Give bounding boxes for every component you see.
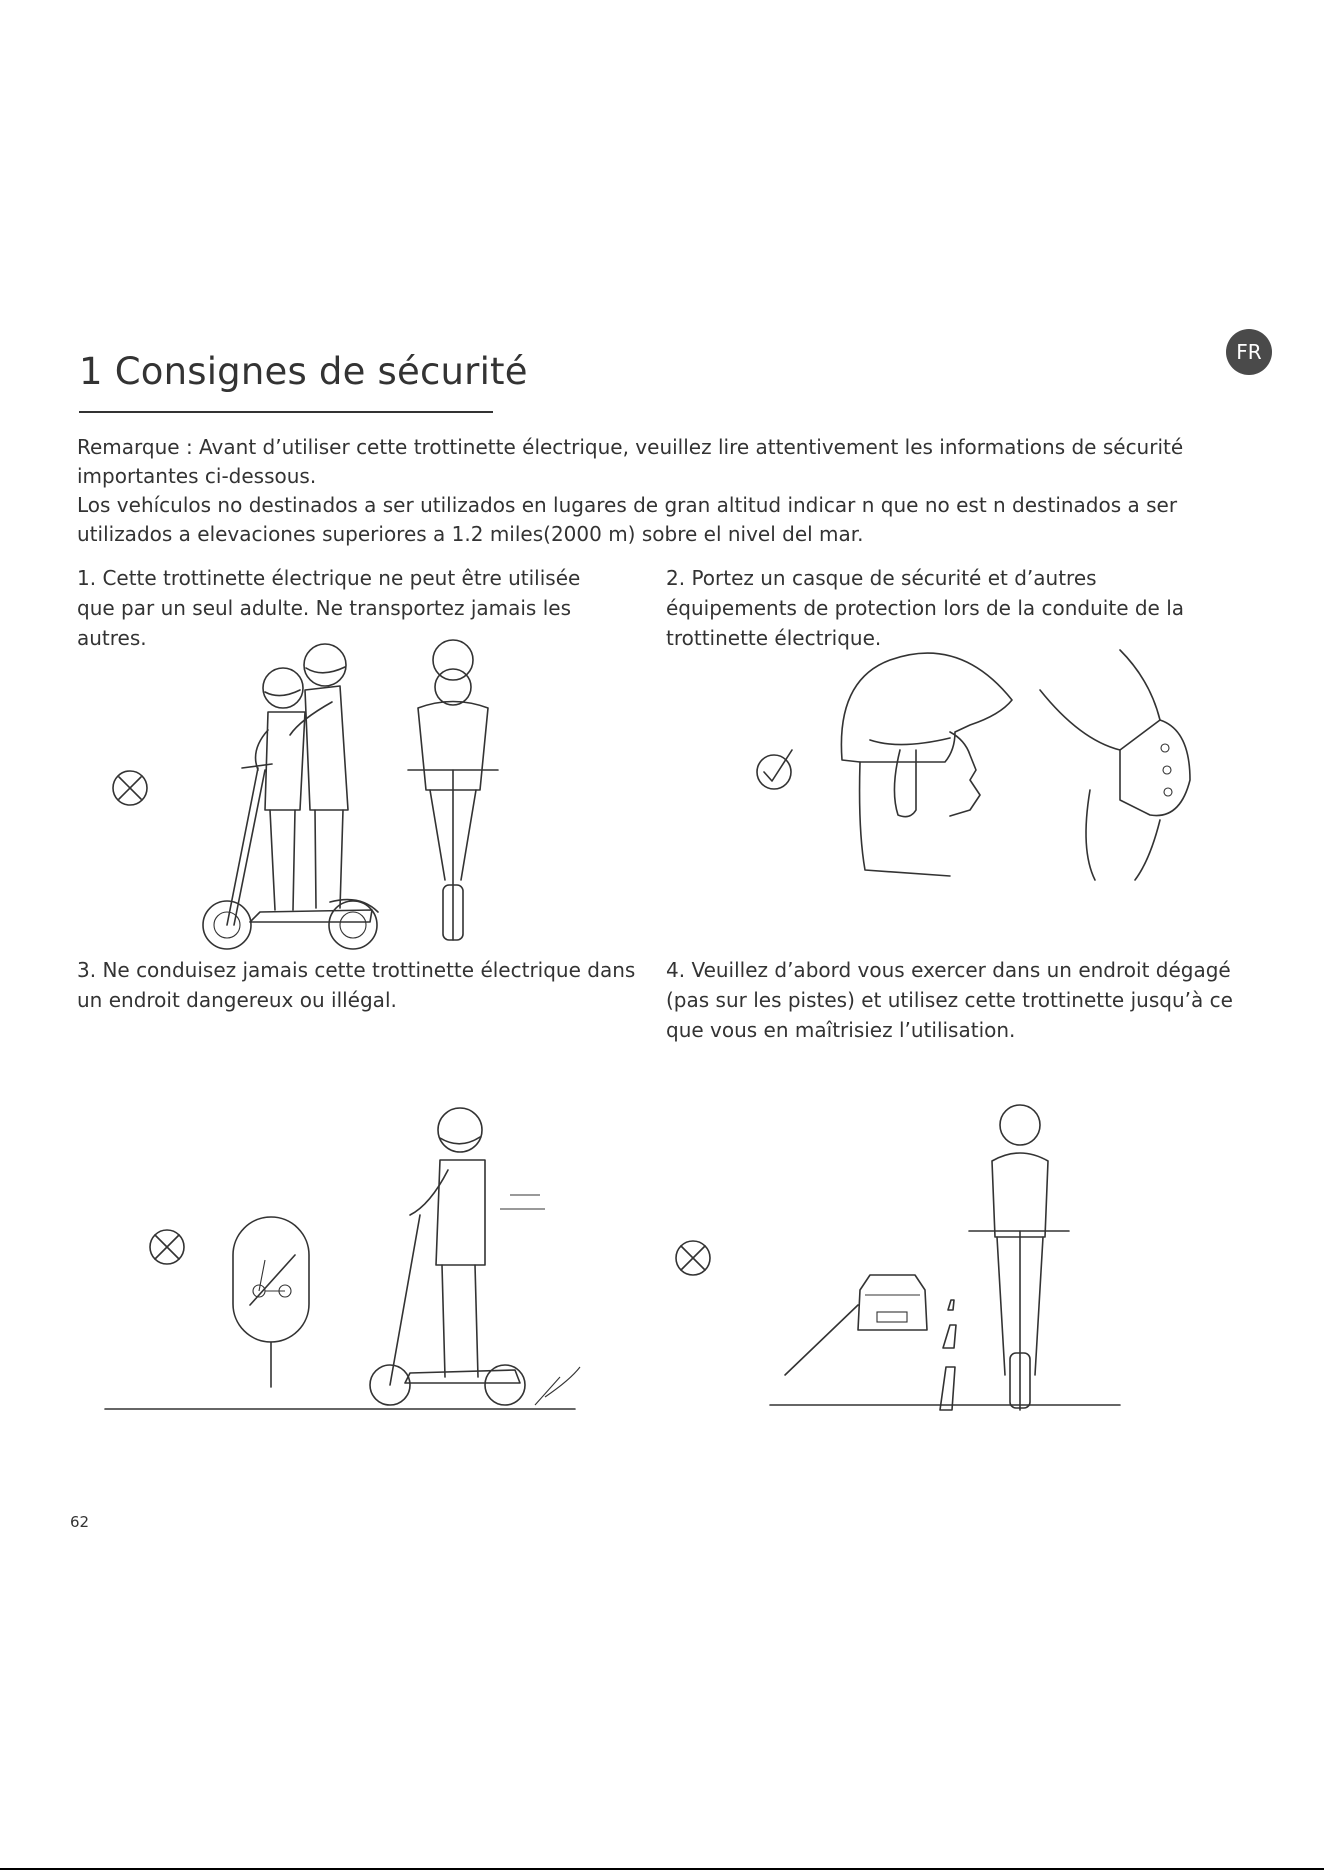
language-badge: FR xyxy=(1226,329,1272,375)
page-title: 1 Consignes de sécurité xyxy=(79,350,528,393)
prohibited-icon xyxy=(676,1241,710,1275)
page-number: 62 xyxy=(70,1513,90,1531)
prohibited-icon xyxy=(113,771,147,805)
scooter-side-view xyxy=(203,764,378,949)
illustration-illegal-area xyxy=(100,1105,620,1415)
safety-item-1: 1. Cette trottinette électrique ne peut être utilisée que par un seul adulte. Ne transportez jamais les autres. xyxy=(77,566,581,650)
illustration-protective-gear xyxy=(740,640,1210,890)
bottom-border xyxy=(0,1868,1324,1870)
rider-front-view xyxy=(969,1105,1069,1410)
riders-side-view xyxy=(256,644,348,910)
note-altitude: Los vehículos no destinados a ser utilizados en lugares de gran altitud indicar n que no est n destinados a ser utilizados a elevaciones superiores a 1.2 miles(2000 m) sobre el nivel del mar. xyxy=(77,493,1178,546)
note-remark: Remarque : Avant d’utiliser cette trottinette électrique, veuillez lire attentivement les informations de sécurité importantes ci-dessous. xyxy=(77,435,1184,488)
helmet-head xyxy=(841,653,1012,876)
safety-item-4: 4. Veuillez d’abord vous exercer dans un endroit dégagé (pas sur les pistes) et utilisez cette trottinette jusqu’à ce que vous en maîtrisiez l’utilisation. xyxy=(666,958,1233,1042)
title-underline xyxy=(79,411,493,413)
illustration-two-riders xyxy=(100,640,520,955)
safety-item-3: 3. Ne conduisez jamais cette trottinette électrique dans un endroit dangereux ou illégal. xyxy=(77,958,636,1012)
elbow-pad xyxy=(1040,650,1190,880)
safety-note xyxy=(77,433,1257,549)
check-icon xyxy=(757,750,792,789)
car-icon xyxy=(858,1275,927,1330)
ground-line xyxy=(105,1367,580,1409)
prohibited-icon xyxy=(150,1230,184,1264)
safety-item-2: 2. Portez un casque de sécurité et d’autres équipements de protection lors de la conduite de la trottinette électrique. xyxy=(666,566,1185,650)
scooter-front-view xyxy=(408,640,498,940)
rider-on-scooter xyxy=(370,1108,545,1405)
no-scooter-sign-icon xyxy=(233,1217,309,1387)
illustration-road-practice xyxy=(665,1105,1135,1415)
road-markings xyxy=(770,1300,1120,1410)
